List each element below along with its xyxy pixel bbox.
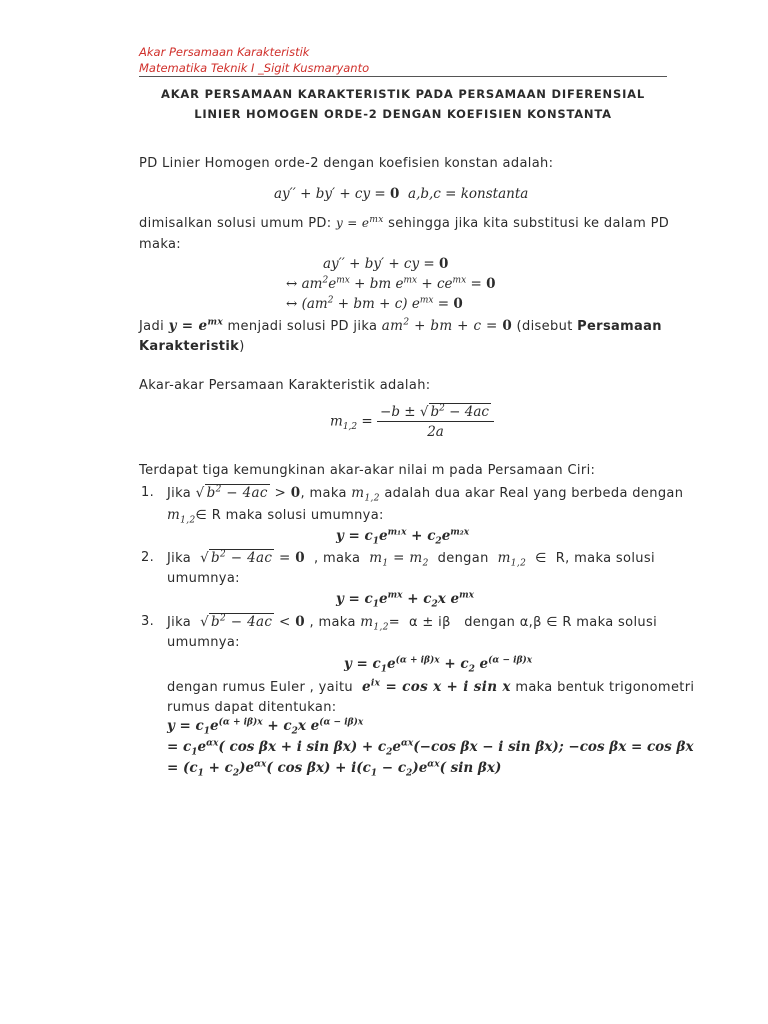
- euler-line2: rumus dapat ditentukan:: [167, 700, 337, 715]
- case2-number: 2.: [141, 550, 155, 565]
- derivation-step-3: = $(c_1 + c_2)e^{\alpha x}$( $\cos \beta x) + i(c_1 - c_2)e^{\alpha x}$( sin βx): [167, 759, 502, 779]
- derivation-step-2: = $c_1e^{\alpha x}$( cos βx + i $\sin \beta x) + c_2e^{\alpha x}(-\cos$ βx − i sin βx); −cos βx = cos βx: [167, 738, 694, 758]
- header-course-author: Matematika Teknik I _Sigit Kusmaryanto: [139, 61, 370, 75]
- intro-text: PD Linier Homogen orde-2 dengan koefisien konstan adalah:: [139, 156, 554, 171]
- substitution-step-2: ↔ $am^2e^{mx}$ + bm $e^{mx} + ce^{mx} = 0$: [286, 275, 496, 292]
- page-title-line1: AKAR PERSAMAAN KARAKTERISTIK PADA PERSAMAAN DIFERENSIAL: [161, 87, 645, 101]
- conclusion-line: Jadi $y = e^{mx}$ menjadi solusi PD jika $am^2$ + bm + c = 0 (disebut Persamaan: [139, 317, 662, 334]
- case2-line1: Jika √ $b^2 - 4ac = 0$ , maka $m_1 = m_2$ dengan $m_{1,2}$ ∈ R, maka solusi: [167, 549, 655, 569]
- case3-line2: umumnya:: [167, 635, 240, 650]
- cases-intro: Terdapat tiga kemungkinan akar-akar nilai m pada Persamaan Ciri:: [139, 463, 596, 478]
- substitution-step-3: ↔ ($am^2$ + bm + c) $e^{mx} = 0$: [286, 295, 463, 312]
- case1-line2: $m_{1,2}\in$ R maka solusi umumnya:: [167, 507, 384, 526]
- case1-line1: Jika √ $b^2 - 4ac > 0$, maka $m_{1,2}$ adalah dua akar Real yang berbeda dengan: [167, 484, 684, 504]
- solution-intro-maka: maka:: [139, 237, 182, 252]
- case3-number: 3.: [141, 614, 155, 629]
- ode-equation: ay′′ + by′ + cy = 0 a,b,c = konstanta: [274, 186, 529, 202]
- quadratic-formula: $m_{1,2}$ = $\frac{-b \pm √ b^2 - 4ac}{2a}$: [330, 404, 494, 440]
- page-title-line2: LINIER HOMOGEN ORDE-2 DENGAN KOEFISIEN KONSTANTA: [194, 107, 612, 121]
- case3-solution: $y = c_1e^{(\alpha + i\beta)x} + c_2$ $e^{(\alpha - i\beta)x}$: [344, 655, 533, 675]
- derivation-step-1: $y = c_1e^{(\alpha + i\beta)x} + c_2x$ $e^{(\alpha - i\beta)x}$: [167, 717, 364, 737]
- header-topic: Akar Persamaan Karakteristik: [139, 45, 310, 59]
- case1-number: 1.: [141, 485, 155, 500]
- substitution-step-1: ay′′ + by′ + cy = 0: [323, 256, 449, 272]
- case1-solution: $y = c_1e^{m_1x} + c_2e^{m_2x}$: [336, 527, 470, 547]
- case3-line1: Jika √ $b^2 - 4ac < 0$ , maka $m_{1,2}= \alpha \pm i\beta$ dengan α,β ∈ R maka solusi: [167, 613, 658, 633]
- conclusion-line2: Karakteristik): [139, 339, 245, 354]
- document-header: [139, 44, 369, 76]
- constant-label: a,b,c = konstanta: [408, 186, 529, 202]
- case2-line2: umumnya:: [167, 571, 240, 586]
- euler-line1: dengan rumus Euler , yaitu $e^{ix} = \cos x + i$ sin x maka bentuk trigonometri: [167, 678, 695, 695]
- solution-intro-line: dimisalkan solusi umum PD: $y = e^{mx}$ sehingga jika kita substitusi ke dalam PD: [139, 215, 670, 231]
- case2-solution: $y = c_1e^{mx} + c_2x$ $e^{mx}$: [336, 590, 474, 610]
- roots-intro: Akar-akar Persamaan Karakteristik adalah:: [139, 378, 431, 393]
- header-divider: [139, 76, 667, 77]
